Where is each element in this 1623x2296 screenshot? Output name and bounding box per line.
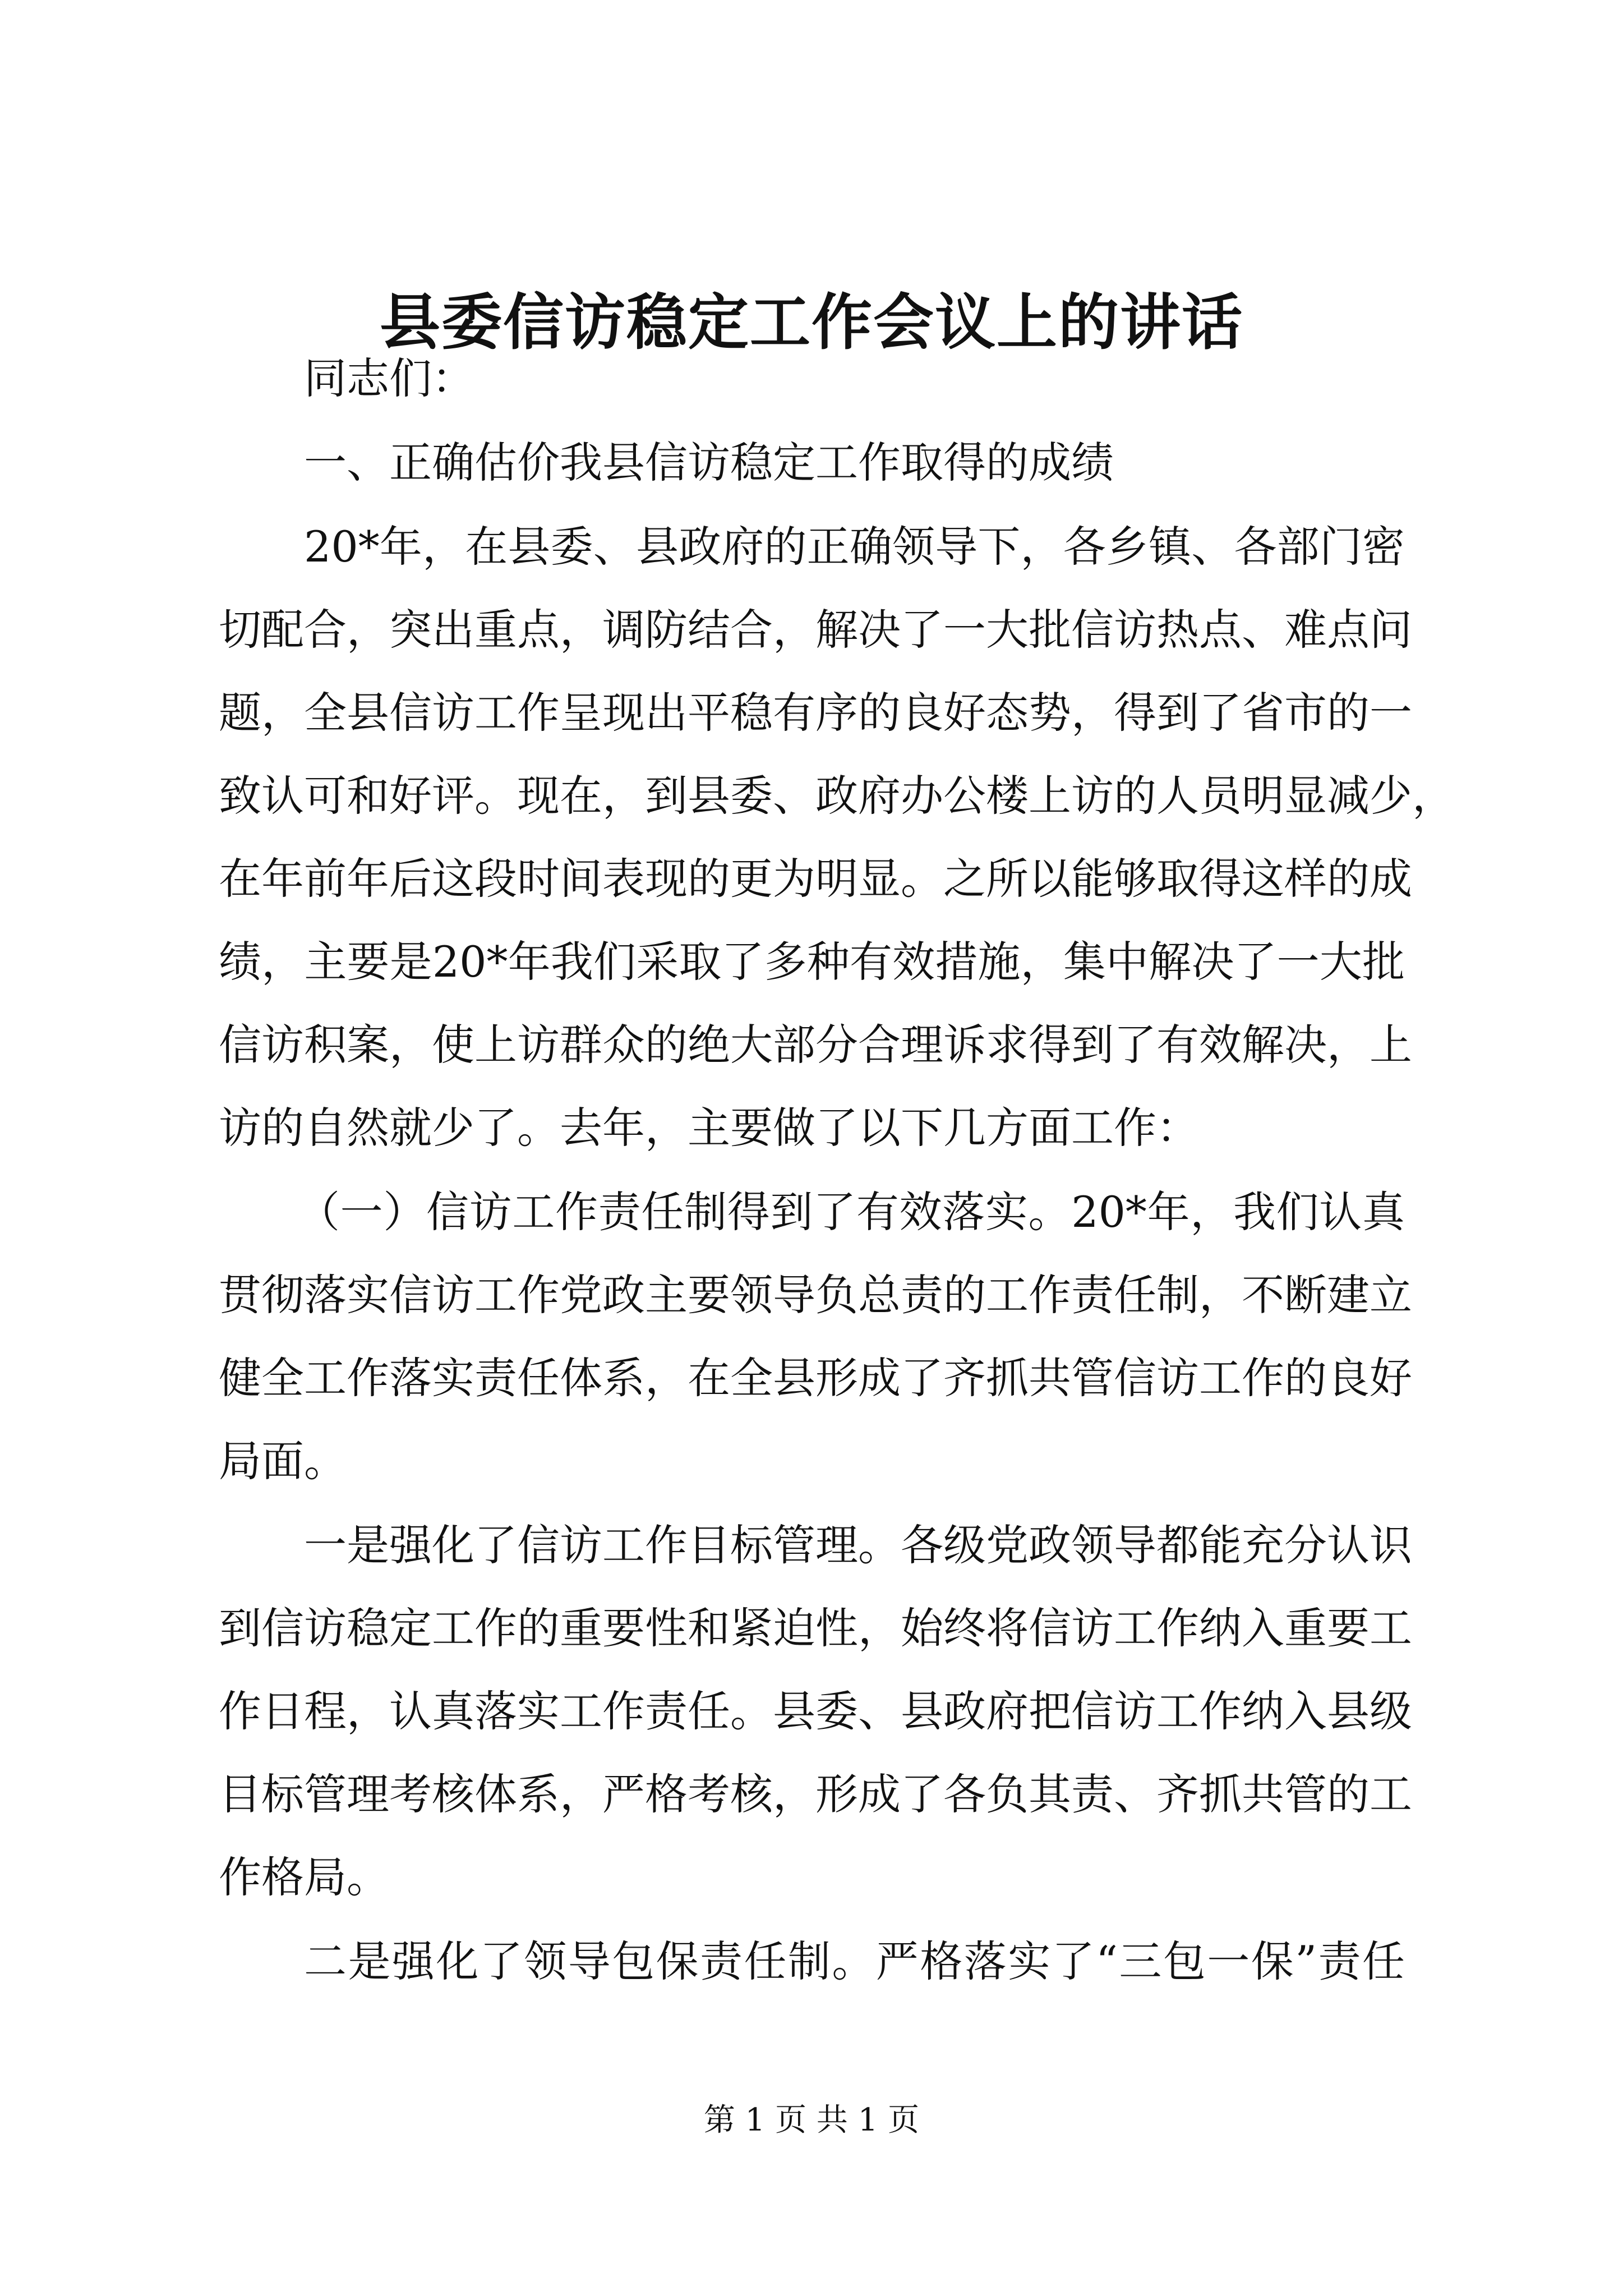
- paragraph-line: 信访积案，使上访群众的绝大部分合理诉求得到了有效解决，上: [219, 1020, 1412, 1070]
- paragraph-line: 目标管理考核体系，严格考核，形成了各负其责、齐抓共管的工: [219, 1769, 1412, 1819]
- paragraph-line: 到信访稳定工作的重要性和紧迫性，始终将信访工作纳入重要工: [219, 1603, 1412, 1653]
- paragraph-line: 在年前年后这段时间表现的更为明显。之所以能够取得这样的成: [219, 854, 1412, 904]
- paragraph-line: 绩，主要是20*年我们采取了多种有效措施，集中解决了一大批: [219, 937, 1405, 987]
- paragraph-line: 作格局。: [219, 1852, 389, 1902]
- page-footer: 第 1 页 共 1 页: [703, 2102, 920, 2138]
- paragraph-line: 一是强化了信访工作目标管理。各级党政领导都能充分认识: [304, 1520, 1412, 1570]
- paragraph-line: 局面。: [219, 1436, 347, 1486]
- paragraph-line: （一）信访工作责任制得到了有效落实。20*年，我们认真: [297, 1187, 1405, 1237]
- document-title: 县委信访稳定工作会议上的讲话: [379, 287, 1243, 358]
- paragraph-line: 作日程，认真落实工作责任。县委、县政府把信访工作纳入县级: [219, 1686, 1412, 1736]
- paragraph-line: 访的自然就少了。去年，主要做了以下几方面工作：: [219, 1103, 1199, 1153]
- section-heading-line: 一、正确估价我县信访稳定工作取得的成绩: [304, 438, 1114, 487]
- paragraph-line: 健全工作落实责任体系，在全县形成了齐抓共管信访工作的良好: [219, 1353, 1412, 1403]
- paragraph-line: 二是强化了领导包保责任制。严格落实了“三包一保”责任: [304, 1936, 1405, 1986]
- salutation-line: 同志们：: [304, 353, 474, 403]
- paragraph-line: 贯彻落实信访工作党政主要领导负总责的工作责任制，不断建立: [219, 1270, 1412, 1320]
- paragraph-line: 切配合，突出重点，调防结合，解决了一大批信访热点、难点问: [219, 605, 1412, 655]
- paragraph-line: 致认可和好评。现在，到县委、政府办公楼上访的人员明显减少，: [219, 771, 1455, 821]
- paragraph-line: 题，全县信访工作呈现出平稳有序的良好态势，得到了省市的一: [219, 688, 1412, 738]
- paragraph-line: 20*年，在县委、县政府的正确领导下，各乡镇、各部门密: [304, 522, 1405, 572]
